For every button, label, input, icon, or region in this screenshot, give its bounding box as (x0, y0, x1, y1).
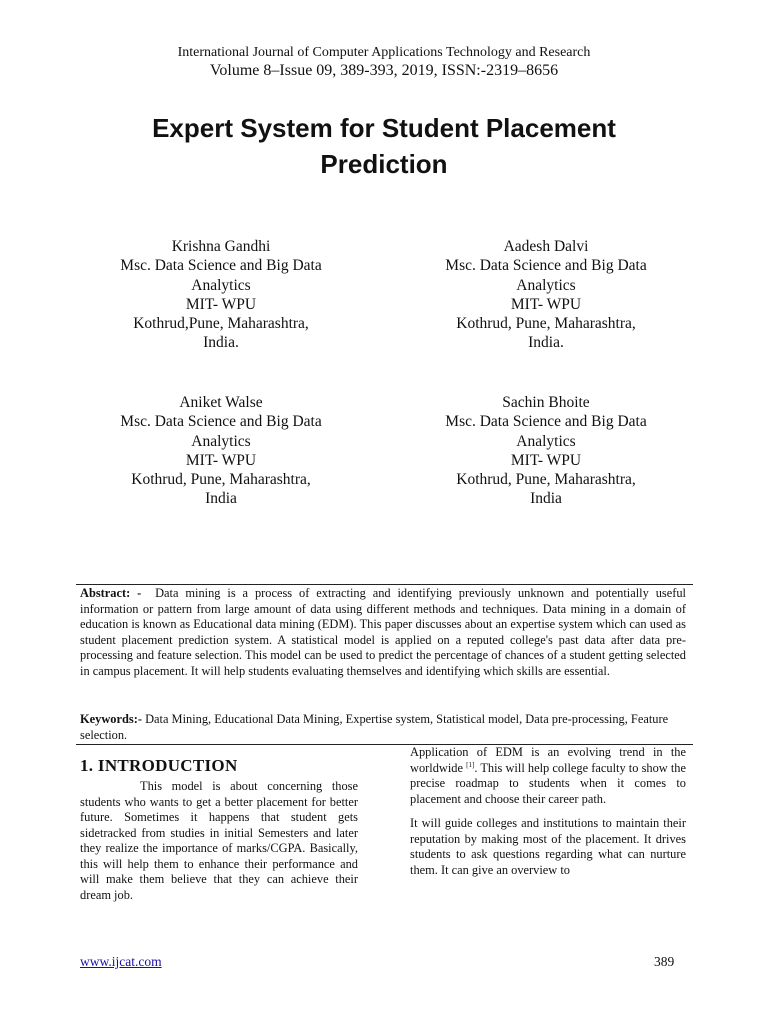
para-text: Application of EDM is an evolving trend in the worldwide (410, 745, 686, 775)
author-dept-cont: Analytics (516, 432, 576, 450)
para-text-cont: . This will help college faculty to show the precise roadmap to students when it comes to placement and choose their career path. (410, 760, 686, 806)
keywords-text: Data Mining, Educational Data Mining, Expertise system, Statistical model, Data pre-processing, Feature selection. (80, 712, 669, 742)
author-country: India. (528, 334, 564, 352)
keywords-label: Keywords:- (80, 712, 142, 726)
paper-title-line-1: Expert System for Student Placement (152, 113, 616, 143)
abstract (80, 586, 686, 680)
author-address: Kothrud, Pune, Maharashtra, (456, 315, 636, 333)
author-dept: Msc. Data Science and Big Data (120, 413, 322, 431)
author-name: Aadesh Dalvi (503, 238, 589, 255)
author-dept: Msc. Data Science and Big Data (120, 257, 322, 275)
intro-paragraph: This model is about concerning those students who wants to get a better placement for better future. Sometimes it happens that student gets sidetracked from studies in initial Semesters and later they realize the importance of marks/CGPA. Basically, this will help them to enhance their performance and will make them believe that they can achieve their dream job. (80, 779, 358, 902)
author-dept: Msc. Data Science and Big Data (445, 257, 647, 275)
abstract-label: Abstract: - (80, 586, 142, 600)
author-block (381, 393, 711, 509)
left-column (80, 779, 358, 903)
author-country: India. (203, 334, 239, 352)
author-country: India (205, 490, 237, 508)
author-dept-cont: Analytics (516, 276, 576, 294)
author-dept-cont: Analytics (191, 432, 251, 450)
author-address: Kothrud, Pune, Maharashtra, (456, 471, 636, 489)
author-dept: Msc. Data Science and Big Data (445, 413, 647, 431)
footer-website-link[interactable]: www.ijcat.com (80, 954, 162, 969)
author-name: Sachin Bhoite (502, 394, 590, 411)
author-dept-cont: Analytics (191, 276, 251, 294)
abstract-top-rule (76, 584, 693, 585)
author-institution: MIT- WPU (510, 451, 582, 469)
author-institution: MIT- WPU (510, 295, 582, 313)
abstract-text: Data mining is a process of extracting and identifying previously unknown and potentially useful information or pattern from large amount of data using different methods and techniques. Data mining in a domain of education is known as Educational data mining (EDM). This paper discusses about an expertise system which can used as student placement prediction system. A statistical model is applied on a reputed college's past data after data pre-processing and feature selection. This model can be used to predict the percentage of chances of a student getting selected in campus placement. It will help students evaluating themselves and identifying which skills are essential. (80, 586, 686, 678)
author-institution: MIT- WPU (185, 295, 257, 313)
citation-ref[interactable]: [1] (466, 760, 475, 769)
paper-title (84, 110, 684, 182)
journal-header (0, 44, 768, 80)
author-institution: MIT- WPU (185, 451, 257, 469)
author-block (56, 237, 386, 353)
right-column (410, 745, 686, 887)
author-country: India (530, 490, 562, 508)
intro-paragraph-right-1 (410, 745, 686, 807)
journal-name: International Journal of Computer Applications Technology and Research (177, 45, 591, 60)
author-name: Krishna Gandhi (171, 238, 271, 255)
author-block (381, 237, 711, 353)
author-name: Aniket Walse (179, 394, 263, 411)
paper-title-line-2: Prediction (320, 149, 448, 179)
intro-paragraph-right-2: It will guide colleges and institutions to maintain their reputation by making most of the placement. It drives students to ask questions regarding what can nurture them. It can give an overview to (410, 816, 686, 877)
section-heading-introduction: 1. INTRODUCTION (80, 756, 238, 775)
keywords (80, 712, 686, 743)
page-number: 389 (654, 954, 675, 969)
author-block (56, 393, 386, 509)
author-address: Kothrud,Pune, Maharashtra, (133, 315, 309, 333)
author-address: Kothrud, Pune, Maharashtra, (131, 471, 311, 489)
journal-volume: Volume 8–Issue 09, 389-393, 2019, ISSN:-2319–8656 (209, 62, 559, 79)
